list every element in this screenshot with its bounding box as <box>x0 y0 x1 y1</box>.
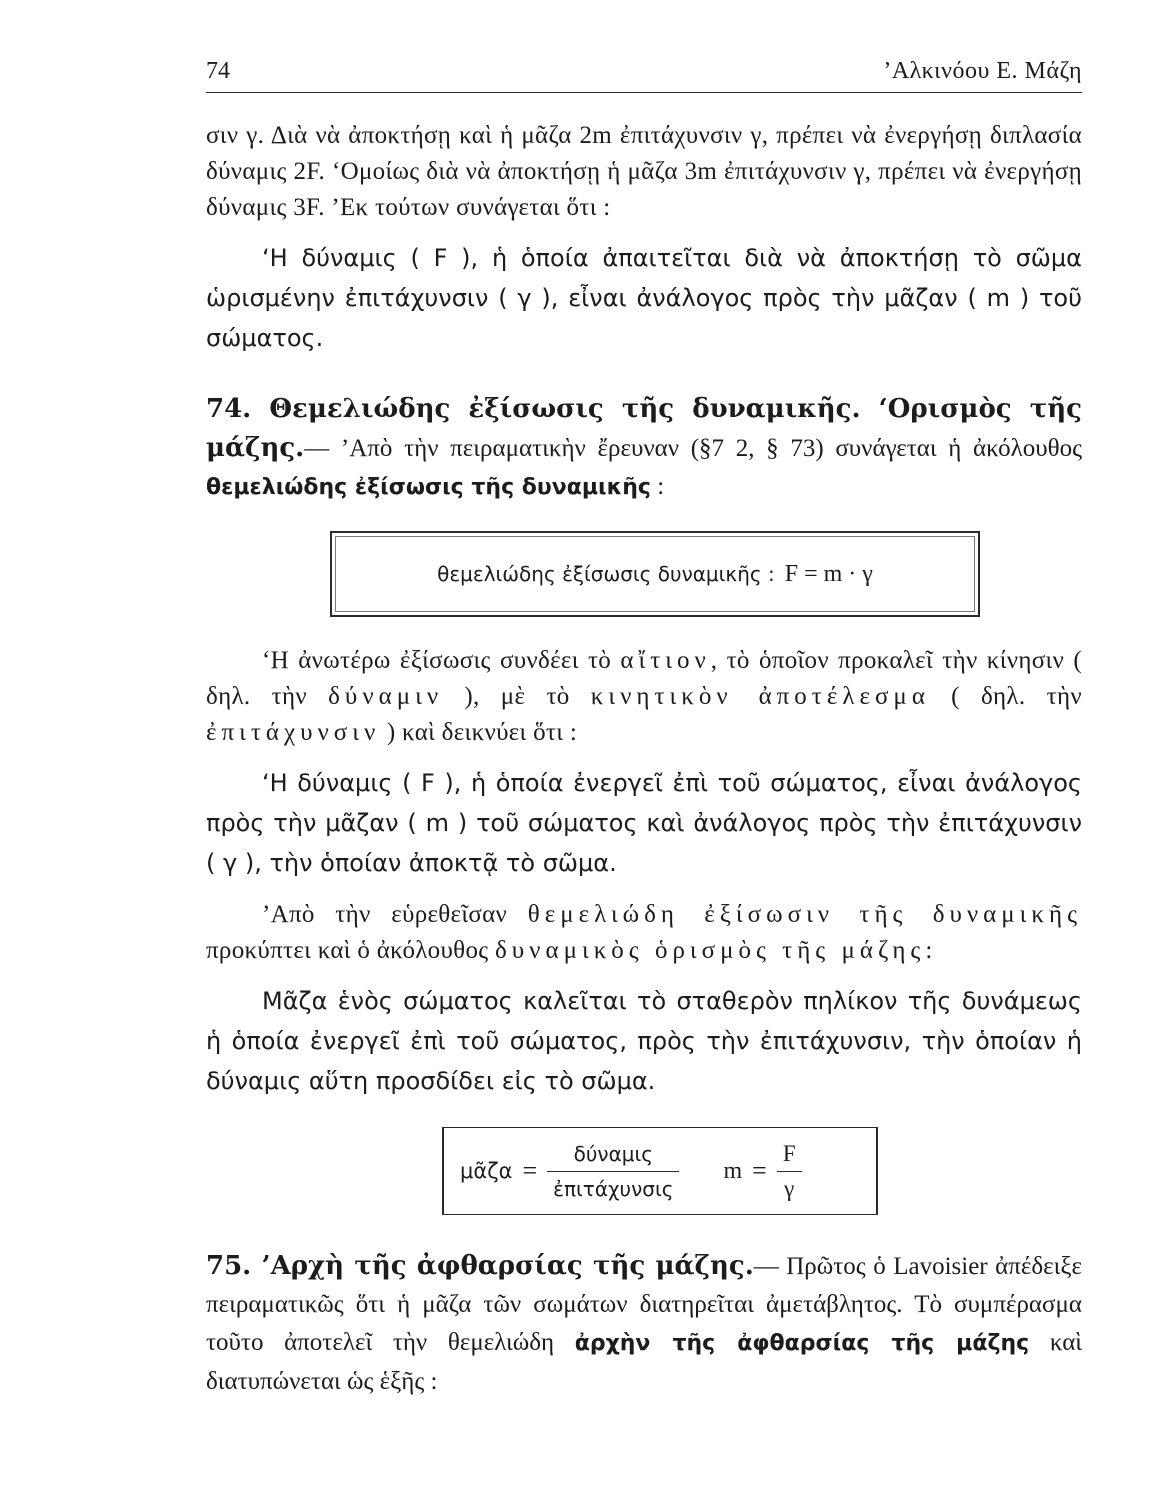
symbol-denominator: γ <box>784 1175 795 1201</box>
paragraph-explanation <box>206 643 1082 751</box>
mass-formula-symbols <box>679 1137 801 1206</box>
mass-formula-words <box>444 1137 679 1206</box>
p3-c: ), μὲ τὸ <box>464 683 570 710</box>
section-75-bold: ἀρχὴν τῆς ἀφθαρσίας τῆς μάζης <box>574 1331 1030 1356</box>
section-75-end: καὶ διατυπώνεται ὡς ἑξῆς : <box>206 1329 1083 1395</box>
section-74-bold: θεμελιώδης ἐξίσωσις τῆς δυναμικῆς <box>206 475 651 500</box>
p3-epitaxynsin: ἐπιτάχυνσιν <box>206 719 381 746</box>
m-symbol: m <box>723 1157 743 1184</box>
symbol-fraction <box>777 1137 802 1206</box>
p3-e: ) καὶ δεικνύει ὅτι : <box>386 719 578 746</box>
p5-spaced-1: θεμελιώδη ἐξίσωσιν τῆς δυναμικῆς <box>527 901 1082 928</box>
fundamental-equation-box <box>330 531 980 617</box>
section-75-text: — Πρῶτος ὁ Lavoisier ἀπέδειξε πειραματικῶς ὅτι ἡ μᾶζα τῶν σωμάτων διατηρεῖται ἀμετάβλητος. Τὸ συμπέρασμα τοῦτο ἀποτελεῖ τὴν θεμελιώδη <box>206 1253 1082 1356</box>
section-74-title: 74. Θεμελιώδης ἐξίσωσις τῆς δυναμικῆς. ‘Ορισμὸς τῆς μάζης. <box>206 394 1082 463</box>
p3-apotelesma: κινητικὸν ἀποτέλεσμα <box>590 683 930 710</box>
running-head: ’Αλκινόου Ε. Μάζη <box>883 58 1082 84</box>
p5-spaced-2: δυναμικὸς ὁρισμὸς τῆς μάζης <box>495 937 926 964</box>
p5-b: προκύπτει καὶ ὁ ἀκόλουθος <box>206 937 489 964</box>
equals-sign: = <box>522 1156 538 1185</box>
paragraph-mass-definition-intro <box>206 897 1082 969</box>
fundamental-equation: F = m · γ <box>784 560 873 587</box>
section-74 <box>206 390 1082 507</box>
paragraph-intro: σιν γ. Διὰ νὰ ἀποκτήσῃ καὶ ἡ μᾶζα 2m ἐπιτάχυνσιν γ, πρέπει νὰ ἐνεργήσῃ διπλασία δύναμις 2F. ‘Ομοίως διὰ νὰ ἀποκτήσῃ ἡ μᾶζα 3m ἐπιτάχυνσιν γ, πρέπει νὰ ἐνεργήσῃ δύναμις 3F. ’Εκ τούτων συνάγεται ὅτι : <box>206 122 1082 221</box>
p5-c: : <box>925 937 933 964</box>
symbol-numerator: F <box>782 1140 796 1166</box>
equals-sign-2: = <box>752 1156 767 1185</box>
mass-label: μᾶζα <box>460 1159 513 1183</box>
section-75-title: 75. ’Αρχὴ τῆς ἀφθαρσίας τῆς μάζης. <box>206 1251 754 1281</box>
p3-a: ‘Η ἀνωτέρω ἐξίσωσις συνδέει τὸ <box>262 647 612 674</box>
word-fraction <box>547 1137 679 1206</box>
fundamental-equation-label: θεμελιώδης ἐξίσωσις δυναμικῆς : <box>437 562 775 586</box>
p5-a: ’Απὸ τὴν εὑρεθεῖσαν <box>262 901 508 928</box>
p3-dynamin: δύναμιν <box>328 683 444 710</box>
section-74-text: — ’Απὸ τὴν πειραματικὴν ἔρευναν (§7 2, § 73) συνάγεται ἡ ἀκόλουθος <box>304 435 1082 462</box>
p3-b: , τὸ ὁποῖον προκαλεῖ τὴν κίνησιν ( δηλ. τὴν <box>206 647 1082 710</box>
mass-formula-box <box>442 1127 878 1215</box>
page-content <box>206 118 1082 1401</box>
law-statement-1: ‘Η δύναμις ( F ), ἡ ὁποία ἀπαιτεῖται διὰ νὰ ἀποκτήσῃ τὸ σῶμα ὡρισμένην ἐπιτάχυνσιν ( γ ), εἶναι ἀνάλογος πρὸς τὴν μᾶζαν ( m ) τοῦ σώματος. <box>206 244 1082 352</box>
section-74-end: : <box>657 473 665 500</box>
page-number: 74 <box>206 58 230 84</box>
page-header <box>206 50 1082 93</box>
p3-d: ( δηλ. τὴν <box>951 683 1082 710</box>
law-statement-2: ‘Η δύναμις ( F ), ἡ ὁποία ἐνεργεῖ ἐπὶ τοῦ σώματος, εἶναι ἀνάλογος πρὸς τὴν μᾶζαν ( m ) τοῦ σώματος καὶ ἀνάλογος πρὸς τὴν ἐπιτάχυνσιν ( γ ), τὴν ὁποίαν ἀποκτᾷ τὸ σῶμα. <box>206 769 1082 877</box>
fraction-numerator: δύναμις <box>573 1141 654 1166</box>
mass-definition: Μᾶζα ἑνὸς σώματος καλεῖται τὸ σταθερὸν πηλίκον τῆς δυνάμεως ἡ ὁποία ἐνεργεῖ ἐπὶ τοῦ σώματος, πρὸς τὴν ἐπιτάχυνσιν, τὴν ὁποίαν ἡ δύναμις αὕτη προσδίδει εἰς τὸ σῶμα. <box>206 987 1082 1095</box>
fraction-denominator: ἐπιτάχυνσις <box>553 1176 674 1201</box>
p3-aition: αἴτιον <box>620 647 711 674</box>
section-75 <box>206 1247 1082 1401</box>
